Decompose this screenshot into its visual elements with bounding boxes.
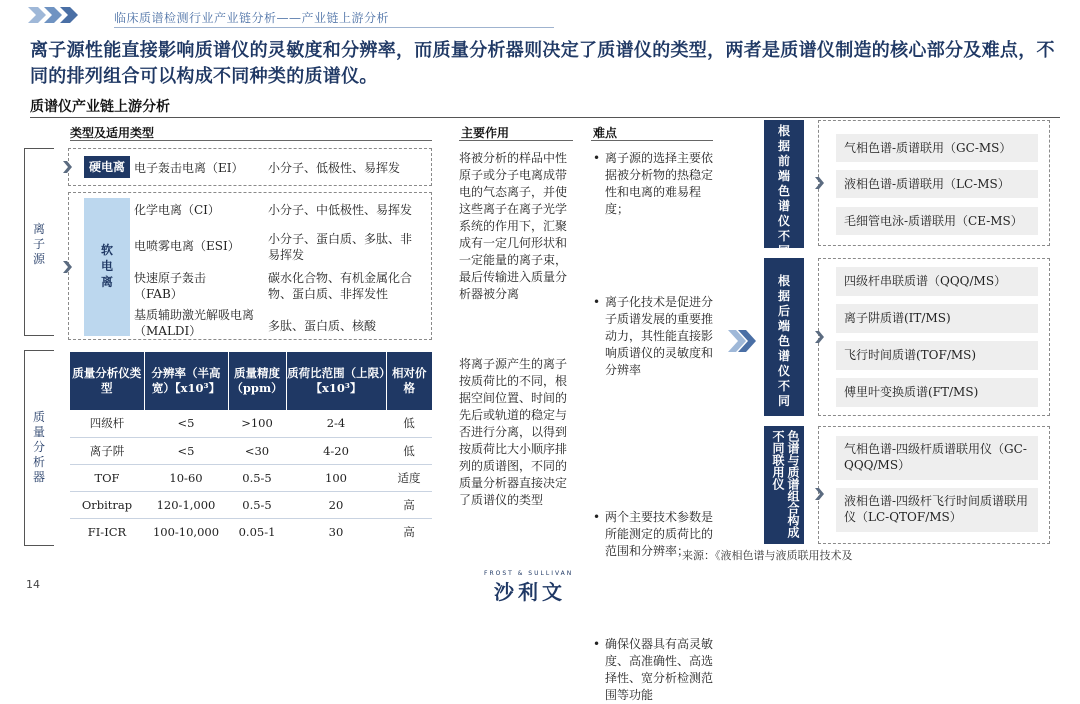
right-group-1-item-3: 毛细管电泳-质谱联用（CE-MS） xyxy=(836,207,1038,235)
table-cell: FI-ICR xyxy=(87,524,127,539)
table-cell: 高 xyxy=(403,524,415,539)
table-cell: 100 xyxy=(286,464,386,491)
section-title: 质谱仪产业链上游分析 xyxy=(30,99,170,115)
soft-ionization-tag-text: 软电离 xyxy=(100,243,113,289)
right-group-3-item-2: 液相色谱-四级杆飞行时间质谱联用仪（LC-QTOF/MS） xyxy=(836,488,1038,532)
hard-ionization-tag: 硬电离 xyxy=(84,156,130,178)
mass-analyzer-role: 将离子源产生的离子按质荷比的不同，根据空间位置、时间的先后或轨道的稳定与否进行分离，以得到按质荷比大小顺序排列的质谱图，不同的质量分析器直接决定了质谱仪的类型 xyxy=(459,357,568,507)
section-divider xyxy=(30,117,1060,118)
table-cell: 0.5-5 xyxy=(228,464,286,491)
table-cell: <30 xyxy=(228,437,286,464)
right-group-1-head xyxy=(764,120,804,258)
table-cell: Orbitrap xyxy=(70,491,144,518)
column-header-type-line xyxy=(70,140,432,141)
column-header-role: 主要作用 xyxy=(461,126,510,140)
table-cell: 10-60 xyxy=(144,464,228,491)
table-cell: 120-1,000 xyxy=(144,491,228,518)
soft-use-maldi: 多肽、蛋白质、核酸 xyxy=(268,319,377,333)
table-cell: 20 xyxy=(286,491,386,518)
headline: 离子源性能直接影响质谱仪的灵敏度和分辨率，而质量分析器则决定了质谱仪的类型，两者是质谱仪制造的核心部分及难点，不同的排列组合可以构成不同种类的质谱仪。 xyxy=(30,40,1055,87)
header-chevrons-icon xyxy=(28,7,88,23)
column-header-difficulty-line xyxy=(591,140,713,141)
soft-use-ci: 小分子、中低极性、易挥发 xyxy=(268,203,413,217)
right-group-2-head xyxy=(764,258,804,416)
table-row xyxy=(70,491,432,518)
table-header-price: 相对价格 xyxy=(386,352,432,410)
soft-method-ci: 化学电离（CI） xyxy=(134,203,220,217)
table-row xyxy=(70,410,432,437)
right-group-2-head-text: 根据后端色谱仪不同 xyxy=(777,274,790,408)
table-row xyxy=(70,437,432,464)
table-cell: 高 xyxy=(386,491,432,518)
right-group-3-chevron-icon xyxy=(815,488,824,500)
soft-method-fab: 快速原子轰击（FAB） xyxy=(134,271,207,301)
table-cell: >100 xyxy=(228,410,286,437)
hard-ionization-use: 小分子、低极性、易挥发 xyxy=(268,161,401,175)
table-cell: TOF xyxy=(70,464,144,491)
brand-logo: 沙利文 xyxy=(494,580,566,604)
source-note: 来源：《液相色谱与液质联用技术及 xyxy=(682,549,853,562)
right-group-2-chevron-icon xyxy=(815,331,824,343)
table-cell: 四级杆 xyxy=(70,410,144,437)
table-row xyxy=(70,464,432,491)
soft-use-esi: 小分子、蛋白质、多肽、非易挥发 xyxy=(268,232,413,262)
header-title: 临床质谱检测行业产业链分析——产业链上游分析 xyxy=(114,11,390,25)
table-cell: 30 xyxy=(328,524,344,539)
soft-ionization-chevron-icon xyxy=(63,261,72,273)
ion-source-role: 将被分析的样品中性原子或分子电离成带电的气态离子，并使这些离子在离子光学系统的作用下，汇聚成有一定几何形状和一定能量的离子束，最后传输进入质量分析器被分离 xyxy=(459,151,568,301)
table-cell: 0.05-1 xyxy=(238,524,276,539)
brand-tagline: FROST & SULLIVAN xyxy=(484,570,574,577)
table-cell: <5 xyxy=(144,437,228,464)
page-number: 14 xyxy=(26,578,40,591)
table-header-mz-range: 质荷比范围（上限）【x10³】 xyxy=(286,352,386,410)
right-group-2-item-1: 四级杆串联质谱（QQQ/MS） xyxy=(836,267,1038,296)
header-underline xyxy=(114,27,554,28)
mass-analyzer-difficulty-1: • 两个主要技术参数是所能测定的质荷比的范围和分辨率； xyxy=(593,509,715,560)
right-group-3-head xyxy=(764,426,804,544)
column-header-role-line xyxy=(459,140,573,141)
soft-method-maldi: 基质辅助激光解吸电离（MALDI） xyxy=(134,308,255,338)
ion-source-difficulty-2: • 离子化技术是促进分子质谱发展的重要推动力，其性能直接影响质谱仪的灵敏度和分辨率 xyxy=(593,294,715,379)
right-group-2-item-2: 离子阱质谱(IT/MS) xyxy=(836,304,1038,333)
mass-analyzer-label: 质量分析器 xyxy=(32,410,45,484)
hard-ionization-chevron-icon xyxy=(63,161,72,173)
mass-analyzer-table-header-row xyxy=(70,352,432,410)
mass-analyzer-difficulty-2: • 确保仪器具有高灵敏度、高准确性、高选择性、宽分析检测范围等功能 xyxy=(593,636,715,704)
table-header-resolution: 分辨率（半高宽）【x10³】 xyxy=(144,352,228,410)
table-cell: <5 xyxy=(144,410,228,437)
right-group-3-head-text: 色谱与质谱组合构成不同联用仪 xyxy=(771,430,800,538)
right-group-1-item-2: 液相色谱-质谱联用（LC-MS） xyxy=(836,170,1038,198)
table-cell: 低 xyxy=(386,437,432,464)
right-group-1-item-1: 气相色谱-质谱联用（GC-MS） xyxy=(836,134,1038,162)
table-header-type: 质量分析仪类型 xyxy=(70,352,144,410)
table-cell: 离子阱 xyxy=(70,437,144,464)
right-group-2-item-4: 傅里叶变换质谱(FT/MS) xyxy=(836,378,1038,407)
ion-source-difficulty-1: • 离子源的选择主要依据被分析物的热稳定性和电离的难易程度； xyxy=(593,150,715,218)
flow-arrow-icon xyxy=(728,330,756,352)
table-cell: 100-10,000 xyxy=(152,524,220,539)
column-header-difficulty: 难点 xyxy=(593,126,618,140)
right-group-1-head-text: 根据前端色谱仪不同 xyxy=(777,124,790,258)
table-cell: 2-4 xyxy=(286,410,386,437)
right-group-1-chevron-icon xyxy=(815,177,824,189)
table-row xyxy=(70,518,432,545)
table-cell: 适度 xyxy=(386,464,432,491)
table-cell: 0.5-5 xyxy=(228,491,286,518)
table-cell: 低 xyxy=(386,410,432,437)
soft-use-fab: 碳水化合物、有机金属化合物、蛋白质、非挥发性 xyxy=(268,271,413,301)
soft-method-esi: 电喷雾电离（ESI） xyxy=(134,239,240,253)
right-group-3-item-1: 气相色谱-四级杆质谱联用仪（GC-QQQ/MS） xyxy=(836,436,1038,480)
soft-ionization-tag xyxy=(84,198,130,336)
mass-analyzer-table xyxy=(70,352,432,545)
hard-ionization-method: 电子轰击电离（EI） xyxy=(134,161,244,175)
ion-source-label: 离子源 xyxy=(32,222,45,266)
column-header-type: 类型及适用类型 xyxy=(70,126,155,140)
table-header-accuracy: 质量精度（ppm） xyxy=(228,352,286,410)
right-group-2-item-3: 飞行时间质谱(TOF/MS) xyxy=(836,341,1038,370)
table-cell: 4-20 xyxy=(286,437,386,464)
